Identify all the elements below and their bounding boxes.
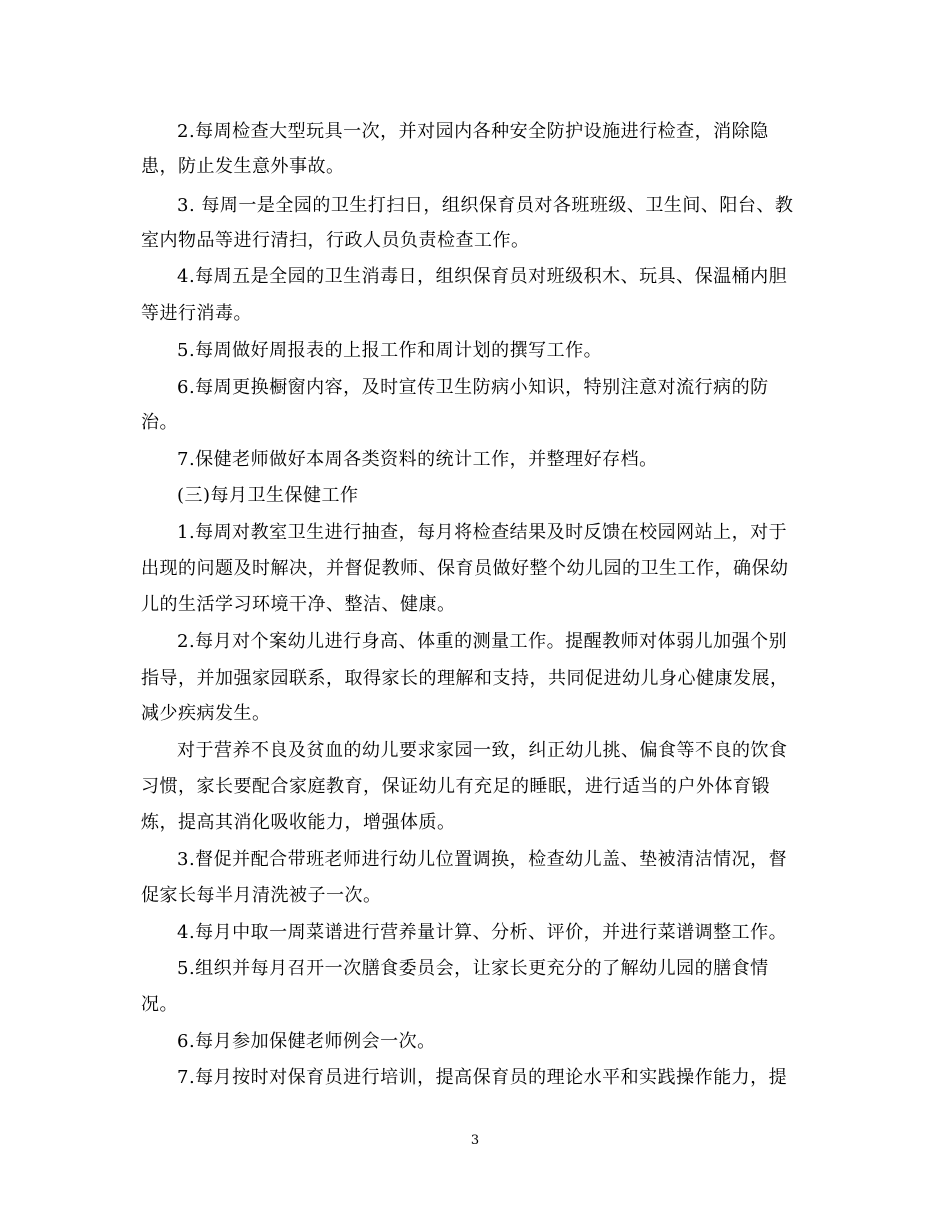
text-line: 4.每周五是全园的卫生消毒日，组织保育员对班级积木、玩具、保温桶内胆 [177,266,788,287]
text-line: 指导，并加强家园联系，取得家长的理解和支持，共同促进幼儿身心健康发展， [141,668,789,689]
text-line: 6.每周更换橱窗内容，及时宣传卫生防病小知识，特别注意对流行病的防 [177,377,769,398]
text-line: 2.每周检查大型玩具一次，并对园内各种安全防护设施进行检查，消除隐 [177,121,769,142]
text-line: 治。 [141,412,178,433]
text-line: 2.每月对个案幼儿进行身高、体重的测量工作。提醒教师对体弱儿加强个别 [177,631,788,652]
text-line: 1.每周对教室卫生进行抽查，每月将检查结果及时反馈在校园网站上，对于 [177,522,788,543]
text-line: 4.每月中取一周菜谱进行营养量计算、分析、评价，并进行菜谱调整工作。 [177,922,788,943]
text-line: 出现的问题及时解决，并督促教师、保育员做好整个幼儿园的卫生工作，确保幼 [141,558,789,579]
text-line: 炼，提高其消化吸收能力，增强体质。 [141,812,456,833]
text-line: 促家长每半月清洗被子一次。 [141,885,382,906]
text-line: 7.保健老师做好本周各类资料的统计工作，并整理好存档。 [177,449,658,470]
text-line: 儿的生活学习环境干净、整洁、健康。 [141,594,456,615]
text-line: 6.每月参加保健老师例会一次。 [177,1031,436,1052]
text-line: 况。 [141,994,178,1015]
page-number: 3 [470,1133,480,1148]
text-line: 3. 每周一是全园的卫生打扫日，组织保育员对各班班级、卫生间、阳台、教 [177,195,794,216]
text-line: 7.每月按时对保育员进行培训，提高保育员的理论水平和实践操作能力，提 [177,1067,788,1088]
text-line: 减少疾病发生。 [141,703,271,724]
text-line: 5.每周做好周报表的上报工作和周计划的撰写工作。 [177,340,603,361]
text-line: 等进行消毒。 [141,303,252,324]
text-line: 5.组织并每月召开一次膳食委员会，让家长更充分的了解幼儿园的膳食情 [177,958,769,979]
text-line: 室内物品等进行清扫，行政人员负责检查工作。 [141,230,530,251]
text-line: 3.督促并配合带班老师进行幼儿位置调换，检查幼儿盖、垫被清洁情况，督 [177,849,788,870]
text-line: 习惯，家长要配合家庭教育，保证幼儿有充足的睡眠，进行适当的户外体育锻 [141,776,770,797]
section-heading: (三)每月卫生保健工作 [177,485,359,506]
text-line: 患，防止发生意外事故。 [141,156,345,177]
text-line: 对于营养不良及贫血的幼儿要求家园一致，纠正幼儿挑、偏食等不良的饮食 [177,740,788,761]
